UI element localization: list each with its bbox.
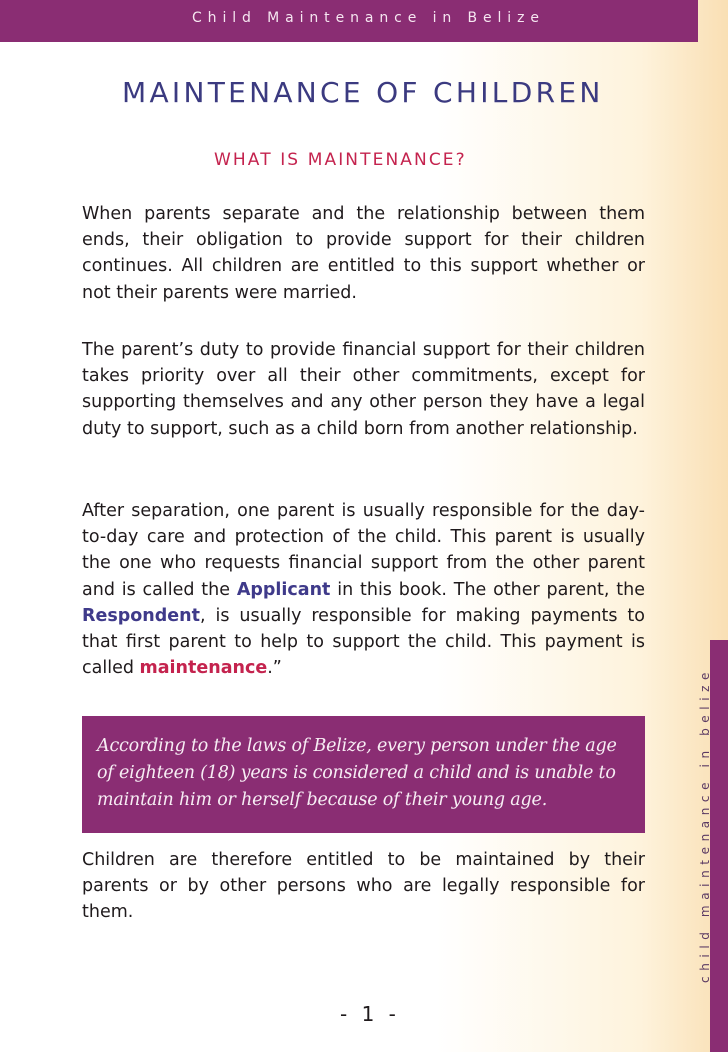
paragraph-3-text-1: After separation, one parent is usually responsible for the day-to-day care and protection of the child. This parent is usually the one who requests financial support from the other parent and is called the (82, 501, 645, 600)
term-maintenance: maintenance (139, 658, 268, 679)
quote-line-2: of eighteen (18) years is considered a child and is unable to (97, 763, 616, 783)
quote-line-1: According to the laws of Belize, every person under the age (97, 736, 617, 756)
header-title: Child Maintenance in Belize (192, 10, 545, 26)
term-respondent: Respondent (82, 605, 200, 626)
paragraph-4: Children are therefore entitled to be maintained by their parents or by other persons who are legally responsible for them. (82, 850, 645, 923)
paragraph-2: The parent’s duty to provide financial support for their children takes priority over all their other commitments, except for supporting themselves and any other person they have a legal duty to support, such as a child born from another relationship. (82, 340, 645, 439)
quote-line-3: maintain him or herself because of their young age. (97, 790, 548, 810)
page-title: MAINTENANCE OF CHILDREN (122, 76, 604, 109)
page-number: - 1 - (340, 1002, 400, 1026)
paragraph-1: When parents separate and the relationship between them ends, their obligation to provide support for their children continues. All children are entitled to this support whether or not their parents were married. (82, 204, 645, 303)
header-bar (0, 0, 698, 42)
paragraph-3-text-2: in this book. The other parent, the (330, 579, 645, 600)
quote-box (82, 716, 645, 833)
side-label: child maintenance in belize (698, 666, 712, 983)
term-applicant: Applicant (236, 579, 331, 600)
paragraph-3-text-3: , is usually responsible for making payments to that first parent to help to support the child. This payment is called (82, 605, 645, 679)
paragraph-3 (82, 498, 645, 681)
side-accent-bar (710, 640, 728, 1052)
section-heading: WHAT IS MAINTENANCE? (214, 150, 467, 170)
paragraph-3-text-4: .” (267, 658, 282, 679)
